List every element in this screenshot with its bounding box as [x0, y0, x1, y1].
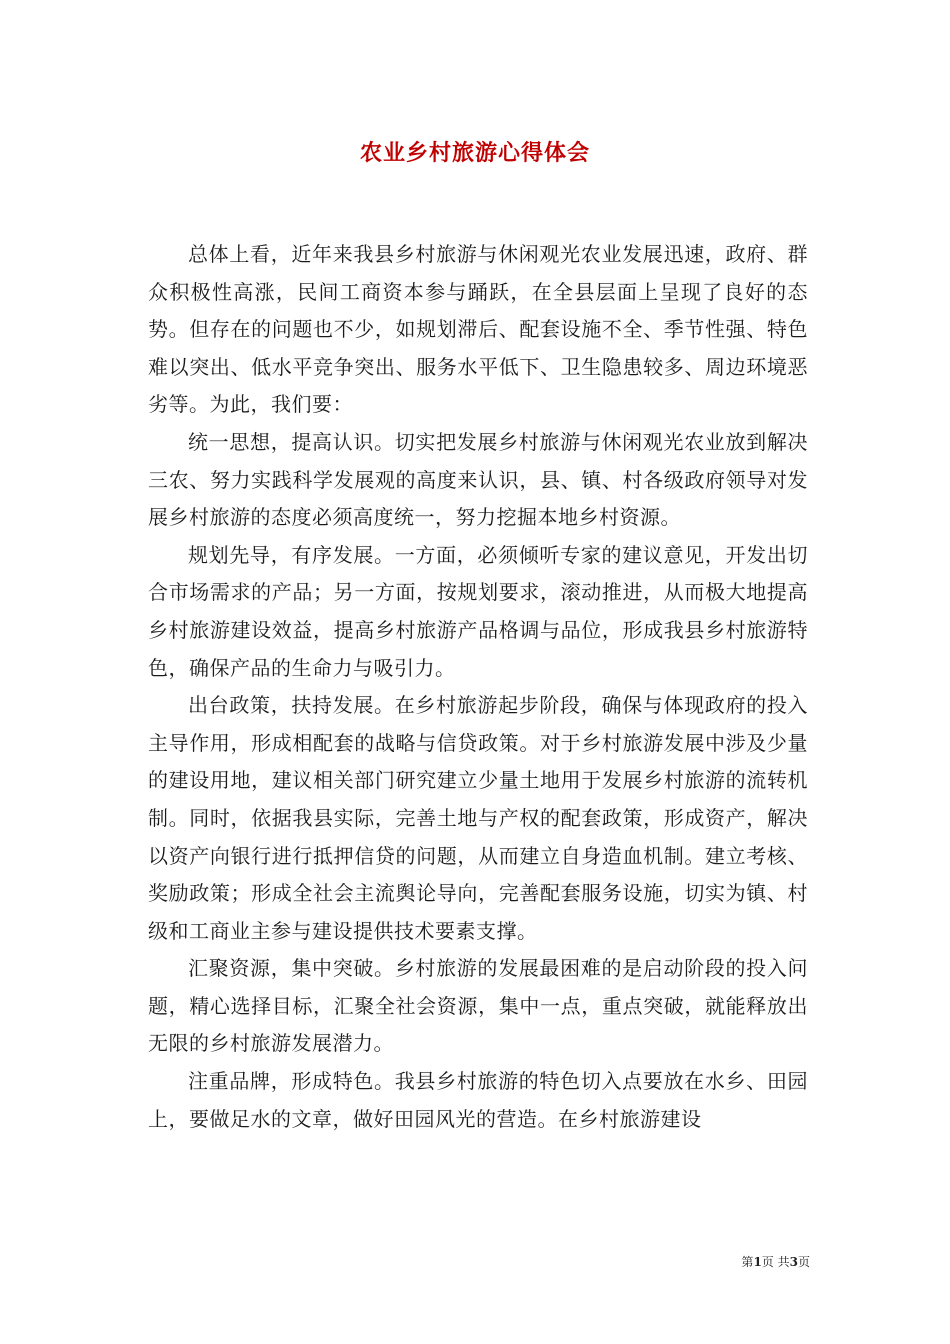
paragraph: 总体上看，近年来我县乡村旅游与休闲观光农业发展迅速，政府、群众积极性高涨，民间工商资本参与踊跃，在全县层面上呈现了良好的态势。但存在的问题也不少，如规划滞后、配套设施不全、季节性强、特色难以突出、低水平竞争突出、服务水平低下、卫生隐患较多、周边环境恶劣等。为此，我们要：	[148, 242, 808, 417]
document-body	[148, 236, 808, 1138]
footer-middle: 页 共	[761, 1255, 790, 1269]
footer-suffix: 页	[797, 1255, 810, 1269]
current-page-number: 1	[753, 1255, 762, 1269]
page-number-footer	[700, 1253, 810, 1270]
footer-prefix: 第	[741, 1255, 754, 1269]
total-pages-number: 3	[789, 1255, 798, 1269]
paragraph: 注重品牌，形成特色。我县乡村旅游的特色切入点要放在水乡、田园上，要做足水的文章，做好田园风光的营造。在乡村旅游建设	[148, 1069, 808, 1131]
paragraph: 出台政策，扶持发展。在乡村旅游起步阶段，确保与体现政府的投入主导作用，形成相配套的战略与信贷政策。对于乡村旅游发展中涉及少量的建设用地，建议相关部门研究建立少量土地用于发展乡村旅游的流转机制。同时，依据我县实际，完善土地与产权的配套政策，形成资产，解决以资产向银行进行抵押信贷的问题，从而建立自身造血机制。建立考核、奖励政策；形成全社会主流舆论导向，完善配套服务设施，切实为镇、村级和工商业主参与建设提供技术要素支撑。	[148, 693, 808, 943]
paragraph: 统一思想，提高认识。切实把发展乡村旅游与休闲观光农业放到解决三农、努力实践科学发展观的高度来认识，县、镇、村各级政府领导对发展乡村旅游的态度必须高度统一，努力挖掘本地乡村资源。	[148, 429, 808, 530]
document-title: 农业乡村旅游心得体会	[359, 140, 590, 166]
paragraph: 汇聚资源，集中突破。乡村旅游的发展最困难的是启动阶段的投入问题，精心选择目标，汇聚全社会资源，集中一点，重点突破，就能释放出无限的乡村旅游发展潜力。	[148, 956, 808, 1056]
paragraph: 规划先导，有序发展。一方面，必须倾听专家的建议意见，开发出切合市场需求的产品；另一方面，按规划要求，滚动推进，从而极大地提高乡村旅游建设效益，提高乡村旅游产品格调与品位，形成我县乡村旅游特色，确保产品的生命力与吸引力。	[148, 542, 808, 680]
